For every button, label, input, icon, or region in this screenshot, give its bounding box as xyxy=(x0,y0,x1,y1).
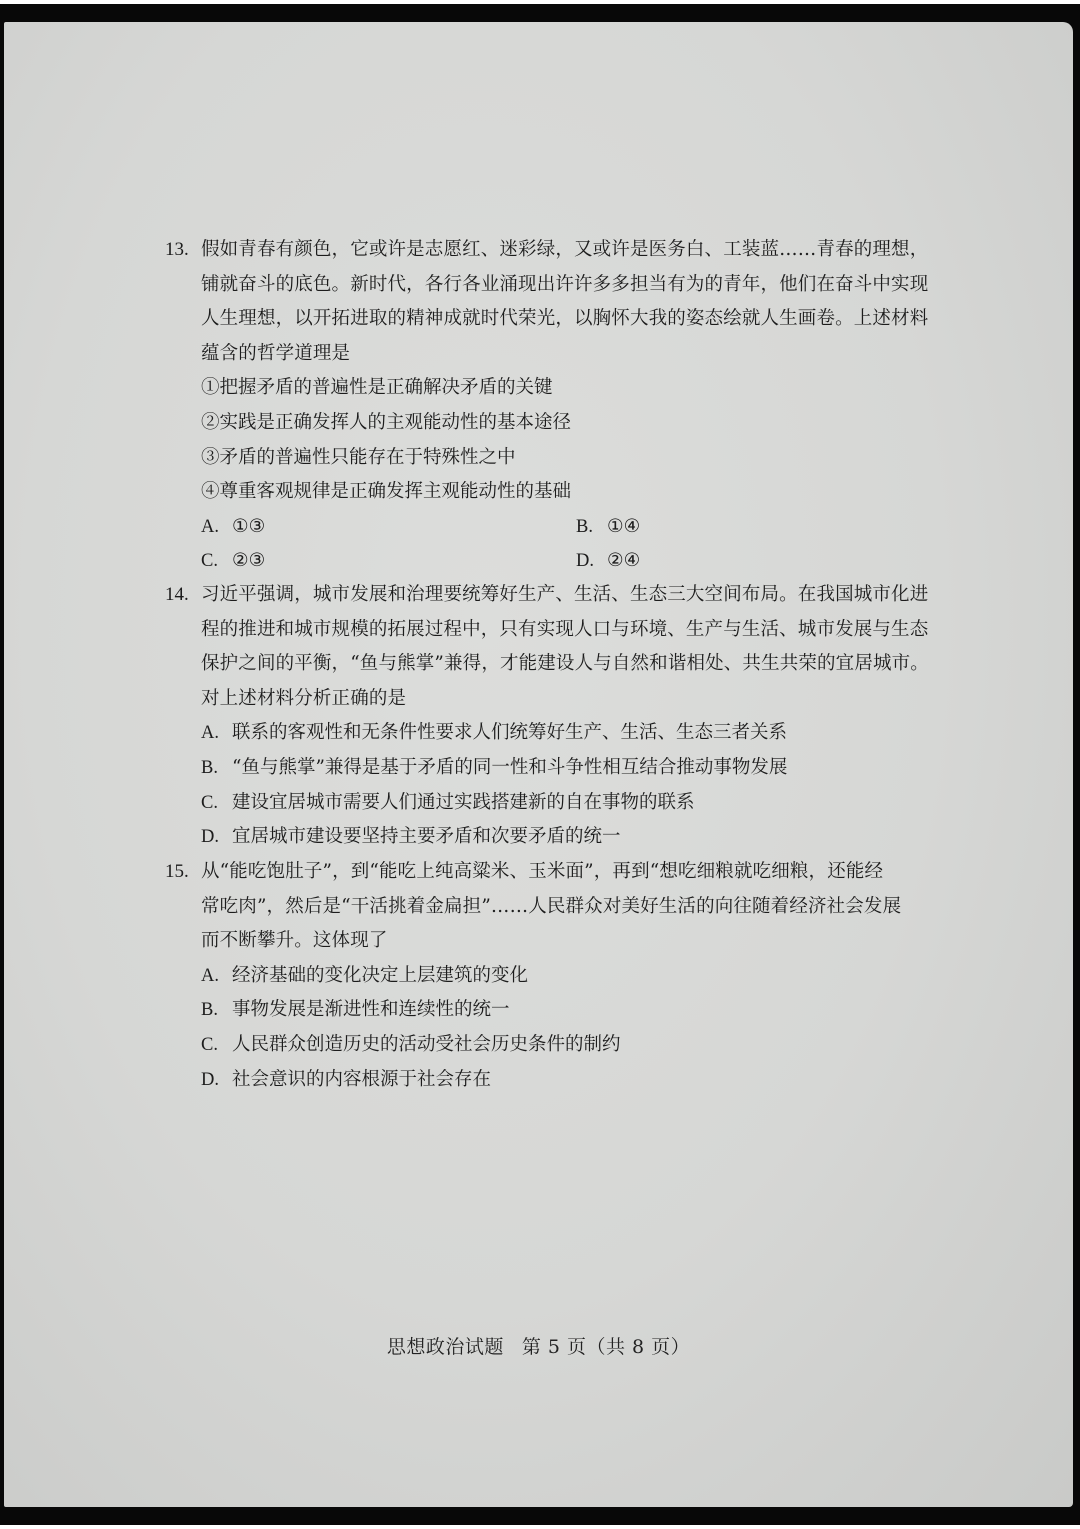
question-number: 13. xyxy=(165,239,189,260)
page-footer xyxy=(4,1332,1073,1359)
question-stem xyxy=(201,578,935,716)
page-number: 第 5 页（共 8 页） xyxy=(521,1336,691,1358)
statement-1: ①把握矛盾的普遍性是正确解决矛盾的关键 xyxy=(201,377,553,399)
statement-4: ④尊重客观规律是正确发挥主观能动性的基础 xyxy=(201,481,572,503)
question-14 xyxy=(165,578,935,855)
option-a: A. 经济基础的变化决定上层建筑的变化 xyxy=(201,964,529,986)
subject-title: 思想政治试题 xyxy=(386,1336,504,1358)
option-b: B. 事物发展是渐进性和连续性的统一 xyxy=(201,999,510,1021)
answer-options xyxy=(201,510,935,579)
stem-line: 假如青春有颜色，它或许是志愿红、迷彩绿，又或许是医务白、工装蓝……青春的理想， xyxy=(201,239,929,260)
option-c: C. ②③ xyxy=(201,550,266,572)
stem-line: 从“能吃饱肚子”，到“能吃上纯高粱米、玉米面”，再到“想吃细粮就吃细粮，还能经 xyxy=(201,861,884,882)
option-d: D. 社会意识的内容根源于社会存在 xyxy=(201,1068,492,1090)
stem-line: 蕴含的哲学道理是 xyxy=(201,342,351,364)
stem-line: 人生理想，以开拓进取的精神成就时代荣光，以胸怀大我的姿态绘就人生画卷。上述材料 xyxy=(201,308,929,330)
question-15 xyxy=(165,855,935,1097)
stem-line: 对上述材料分析正确的是 xyxy=(201,687,407,709)
question-stem xyxy=(201,855,935,959)
stem-line: 保护之间的平衡，“鱼与熊掌”兼得，才能建设人与自然和谐相处、共生共荣的宜居城市。 xyxy=(201,653,929,675)
stem-line: 习近平强调，城市发展和治理要统筹好生产、生活、生态三大空间布局。在我国城市化进 xyxy=(201,584,929,605)
option-d: D. ②④ xyxy=(576,550,641,572)
question-number: 15. xyxy=(165,861,189,882)
question-number: 14. xyxy=(165,584,189,605)
option-b: B. ①④ xyxy=(576,515,641,537)
stem-line: 而不断攀升。这体现了 xyxy=(201,930,388,952)
option-c: C. 人民群众创造历史的活动受社会历史条件的制约 xyxy=(201,1033,621,1055)
option-d: D. 宜居城市建设要坚持主要矛盾和次要矛盾的统一 xyxy=(201,826,621,848)
stem-line: 程的推进和城市规模的拓展过程中，只有实现人口与环境、生产与生活、城市发展与生态 xyxy=(201,618,929,640)
exam-paper-page xyxy=(4,22,1073,1507)
option-a: A. 联系的客观性和无条件性要求人们统筹好生产、生活、生态三者关系 xyxy=(201,722,788,744)
option-b: B. “鱼与熊掌”兼得是基于矛盾的同一性和斗争性相互结合推动事物发展 xyxy=(201,756,788,778)
question-stem xyxy=(201,233,935,371)
stem-line: 常吃肉”，然后是“干活挑着金扁担”……人民群众对美好生活的向往随着经济社会发展 xyxy=(201,895,902,917)
statement-2: ②实践是正确发挥人的主观能动性的基本途径 xyxy=(201,411,572,433)
question-13 xyxy=(165,233,935,579)
stem-line: 铺就奋斗的底色。新时代，各行各业涌现出许许多多担当有为的青年，他们在奋斗中实现 xyxy=(201,273,929,295)
option-a: A. ①③ xyxy=(201,515,266,537)
statement-3: ③矛盾的普遍性只能存在于特殊性之中 xyxy=(201,446,516,468)
option-c: C. 建设宜居城市需要人们通过实践搭建新的自在事物的联系 xyxy=(201,791,695,813)
